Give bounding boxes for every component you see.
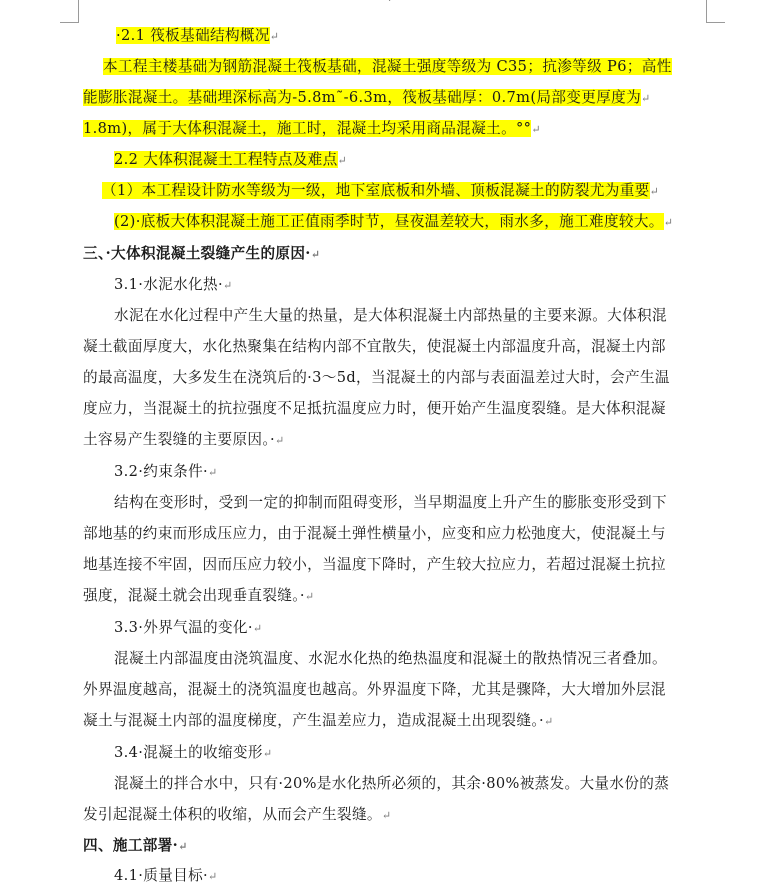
paragraph-line: 凝土截面厚度大，水化热聚集在结构内部不宜散失，使混凝土内部温度升高，混凝土内部 bbox=[83, 338, 666, 355]
heading-3-3: 3.3·外界气温的变化·↵ bbox=[114, 619, 263, 636]
paragraph-line: 本工程主楼基础为钢筋混凝土筏板基础，混凝土强度等级为 C35；抗渗等级 P6；高性 bbox=[103, 58, 672, 75]
list-item: (2)·底板大体积混凝土施工正值雨季时节，昼夜温差较大，雨水多，施工难度较大。↵ bbox=[114, 213, 674, 230]
paragraph-line: 土容易产生裂缝的主要原因。·↵ bbox=[83, 431, 285, 448]
heading-4-1: 4.1·质量目标·↵ bbox=[114, 867, 218, 884]
paragraph-line: 强度，混凝土就会出现垂直裂缝。·↵ bbox=[83, 587, 315, 604]
paragraph-line: 外界温度越高，混凝土的浇筑温度也越高。外界温度下降，尤其是骤降，大大增加外层混 bbox=[83, 681, 666, 698]
heading-section-3: 三、·大体积混凝土裂缝产生的原因·↵ bbox=[83, 245, 321, 262]
heading-2-2: 2.2 大体积混凝土工程特点及难点↵ bbox=[114, 151, 348, 168]
paragraph-line: 混凝土的拌合水中，只有·20%是水化热所必须的，其余·80%被蒸发。大量水份的蒸 bbox=[114, 775, 670, 792]
paragraph-line: 的最高温度，大多发生在浇筑后的·3～5d，当混凝土的内部与表面温差过大时，会产生温 bbox=[83, 369, 670, 386]
paragraph-line: 水泥在水化过程中产生大量的热量，是大体积混凝土内部热量的主要来源。大体积混 bbox=[114, 307, 667, 324]
paragraph-line: 部地基的约束而形成压应力，由于混凝土弹性横量小，应变和应力松弛度大，使混凝土与 bbox=[83, 525, 666, 542]
heading-3-2: 3.2·约束条件·↵ bbox=[114, 463, 218, 480]
paragraph-line: 发引起混凝土体积的收缩，从而会产生裂缝。↵ bbox=[83, 806, 392, 823]
paragraph-line: 能膨胀混凝土。基础埋深标高为-5.8m˜-6.3m，筏板基础厚：0.7m(局部变更厚度为↵ bbox=[83, 89, 651, 106]
paragraph-line: 混凝土内部温度由浇筑温度、水泥水化热的绝热温度和混凝土的散热情况三者叠加。 bbox=[114, 650, 667, 667]
paragraph-line: 凝土与混凝土内部的温度梯度，产生温差应力，造成混凝土出现裂缝。·↵ bbox=[83, 712, 554, 729]
paragraph-line: 度应力，当混凝土的抗拉强度不足抵抗温度应力时，便开始产生温度裂缝。是大体积混凝 bbox=[83, 400, 666, 417]
page-corner-mark-left bbox=[60, 0, 79, 23]
list-item: （1）本工程设计防水等级为一级，地下室底板和外墙、顶板混凝土的防裂尤为重要↵ bbox=[102, 182, 660, 199]
heading-2-1: ·2.1 筏板基础结构概况↵ bbox=[116, 27, 280, 44]
paragraph-line: 地基连接不牢固，因而压应力较小，当温度下降时，产生较大拉应力，若超过混凝土抗拉 bbox=[83, 556, 666, 573]
paragraph-line: 结构在变形时，受到一定的抑制而阻碍变形，当早期温度上升产生的膨胀变形受到下 bbox=[114, 494, 667, 511]
paragraph-line: 1.8m)，属于大体积混凝土，施工时，混凝土均采用商品混凝土。°°↵ bbox=[83, 120, 541, 137]
heading-3-1: 3.1·水泥水化热·↵ bbox=[114, 276, 233, 293]
heading-section-4: 四、施工部署·↵ bbox=[83, 837, 188, 854]
page-corner-mark-right bbox=[706, 0, 725, 23]
top-mark: · bbox=[388, 0, 392, 7]
heading-3-4: 3.4·混凝土的收缩变形↵ bbox=[114, 744, 273, 761]
